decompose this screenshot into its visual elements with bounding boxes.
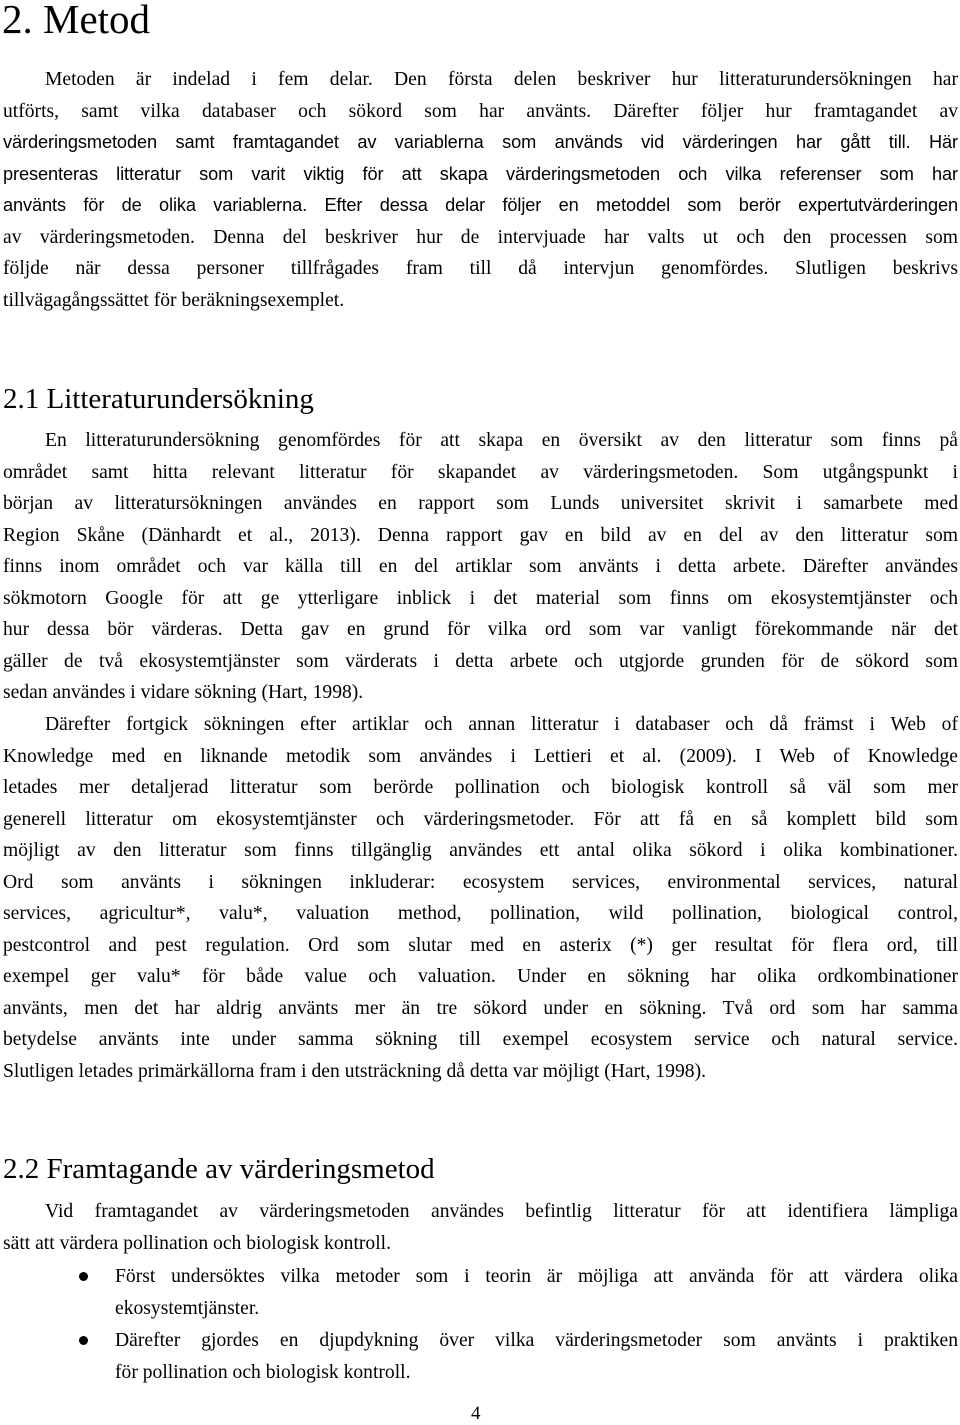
text-line: området samt hitta relevant litteratur för skapandet av värderingsmetoden. Som utgångspunkt i	[3, 461, 958, 483]
text-line: värderingsmetoden samt framtagandet av variablerna som används vid värderingen har gått till. Här	[3, 132, 958, 152]
text-line: finns inom området och var källa till en del artiklar som använts i detta arbete. Därefter användes	[3, 556, 958, 577]
text-line: betydelse använts inte under samma sökning till exempel ecosystem service och natural service.	[3, 1029, 958, 1050]
text-line: sätt att värdera pollination och biologisk kontroll.	[3, 1232, 391, 1254]
text-line: följde när dessa personer tillfrågades fram till då intervjun genomfördes. Slutligen beskrivs	[3, 258, 958, 279]
text-line: letades mer detaljerad litteratur som berörde pollination och biologisk kontroll så väl som mer	[3, 777, 958, 798]
text-line: Därefter gjordes en djupdykning över vilka värderingsmetoder som använts i praktiken	[115, 1330, 958, 1351]
text-line: Knowledge med en liknande metodik som användes i Lettieri et al. (2009). I Web of Knowledge	[3, 745, 958, 767]
bullet-dot-icon	[79, 1272, 88, 1281]
text-line: utförts, samt vilka databaser och sökord som har använts. Därefter följer hur framtagandet av	[3, 100, 958, 122]
text-line: använts, men det har aldrig använts mer än tre sökord under en sökning. Två ord som har samma	[3, 997, 958, 1019]
text-line: Slutligen letades primärkällorna fram i den utsträckning då detta var möjligt (Hart, 1998).	[3, 1060, 706, 1082]
intro-paragraph	[3, 64, 958, 316]
chapter-heading: 2. Metod	[2, 0, 151, 42]
text-line: av värderingsmetoden. Denna del beskriver hur de intervjuade har valts ut och den processen som	[3, 226, 958, 248]
text-line: Ord som använts i sökningen inkluderar: ecosystem services, environmental services, natural	[3, 871, 958, 893]
section-heading-2-1: 2.1 Litteraturundersökning	[3, 383, 314, 415]
text-line: hur dessa bör värderas. Detta gav en grund för vilka ord som var vanligt förekommande när det	[3, 619, 958, 640]
text-line: Metoden är indelad i fem delar. Den första delen beskriver hur litteraturundersökningen har	[45, 69, 958, 90]
list-item	[0, 1261, 958, 1325]
text-line: presenteras litteratur som varit viktig för att skapa värderingsmetoden och vilka referenser som har	[3, 163, 958, 184]
text-line: exempel ger valu* för både value och valuation. Under en sökning har olika ordkombinationer	[3, 966, 958, 987]
section-2-1-paragraph-2	[3, 709, 958, 1087]
text-line: använts för de olika variablerna. Efter dessa delar följer en metoddel som berör expertutvärderingen	[3, 195, 958, 215]
bullet-dot-icon	[79, 1336, 88, 1345]
text-line: sökmotorn Google för att ge ytterligare inblick i det material som finns om ekosystemtjänster och	[3, 587, 958, 609]
text-line: tillvägagångssättet för beräkningsexemplet.	[3, 289, 345, 311]
section-2-1-paragraph-1	[3, 425, 958, 709]
text-line: services, agricultur*, valu*, valuation method, pollination, wild pollination, biological control,	[3, 903, 958, 924]
section-heading-2-2: 2.2 Framtagande av värderingsmetod	[3, 1153, 435, 1185]
text-line: sedan användes i vidare sökning (Hart, 1998).	[3, 682, 364, 703]
list-item	[0, 1325, 958, 1389]
text-line: gäller de två ekosystemtjänster som värderats i detta arbete och utgjorde grunden för de sökord som	[3, 650, 958, 672]
text-line: pestcontrol and pest regulation. Ord som slutar med en asterix (*) ger resultat för flera ord, till	[3, 934, 958, 956]
text-line: generell litteratur om ekosystemtjänster och värderingsmetoder. För att få en så komplett bild som	[3, 808, 958, 830]
section-2-2-paragraph	[3, 1196, 958, 1259]
text-line: Region Skåne (Dänhardt et al., 2013). Denna rapport gav en bild av en del av den litteratur som	[3, 524, 958, 546]
bullet-list	[0, 1261, 960, 1389]
text-line: ekosystemtjänster.	[115, 1298, 260, 1319]
text-line: början av litteratursökningen användes en rapport som Lunds universitet skrivit i samarbete med	[3, 493, 958, 514]
text-line: Vid framtagandet av värderingsmetoden användes befintlig litteratur för att identifiera lämpliga	[45, 1201, 958, 1222]
text-line: möjligt av den litteratur som finns tillgänglig användes ett antal olika sökord i olika kombinationer.	[3, 840, 958, 861]
text-line: Först undersöktes vilka metoder som i teorin är möjliga att använda för att värdera olika	[115, 1266, 958, 1287]
text-line: En litteraturundersökning genomfördes för att skapa en översikt av den litteratur som finns på	[45, 430, 958, 451]
page-number: 4	[471, 1403, 481, 1424]
text-line: för pollination och biologisk kontroll.	[115, 1362, 411, 1383]
text-line: Därefter fortgick sökningen efter artiklar och annan litteratur i databaser och då främst i Web of	[45, 714, 958, 735]
